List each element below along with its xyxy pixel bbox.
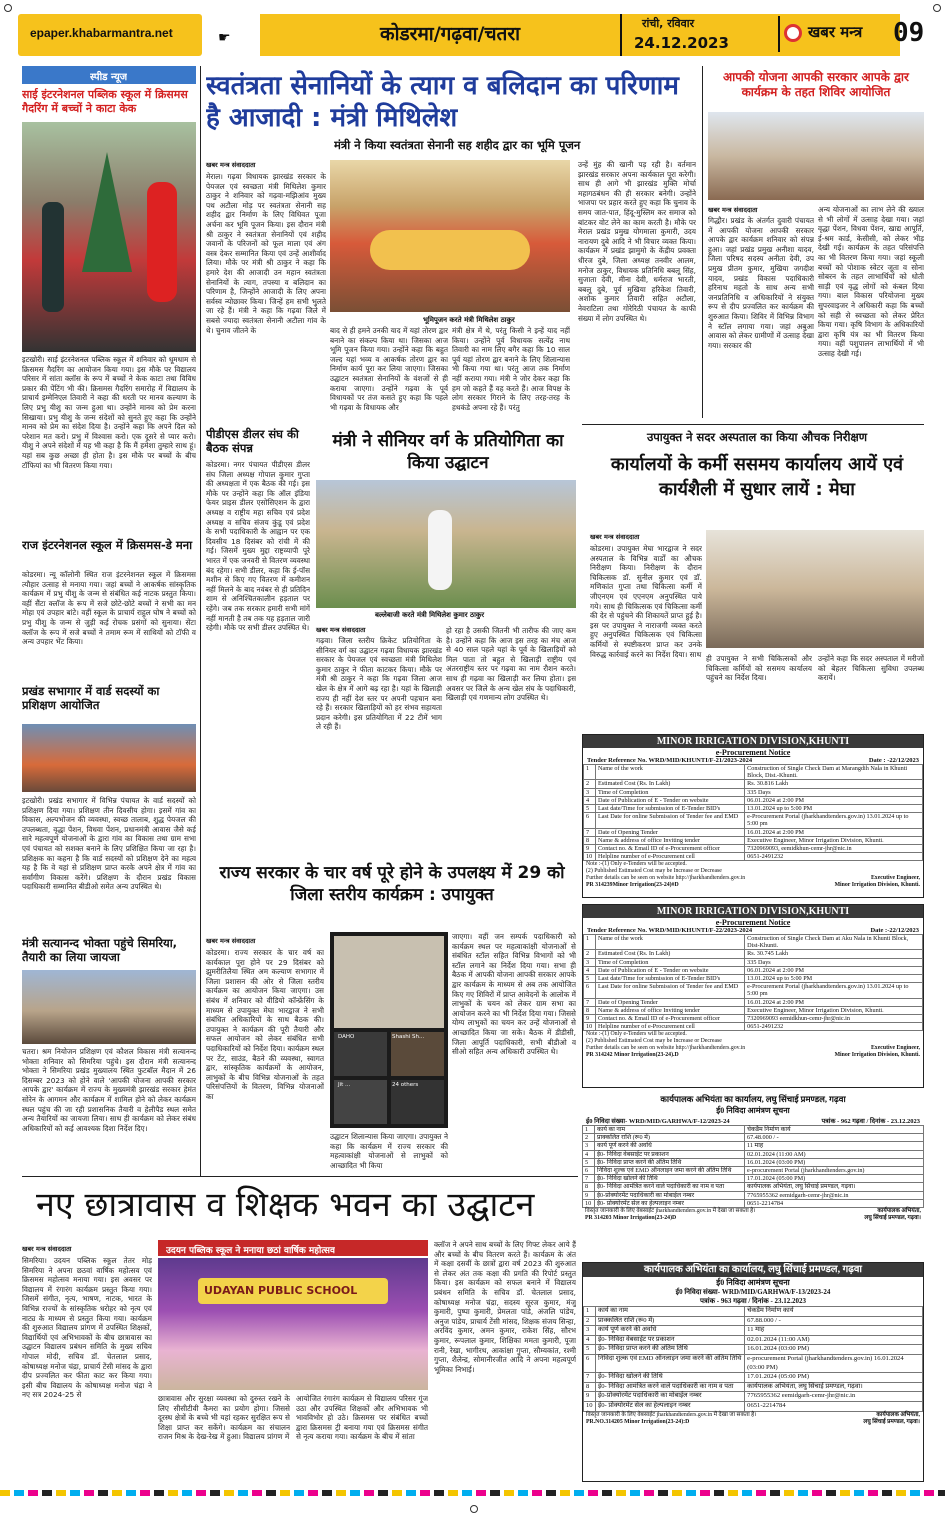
tender-row-label: Helpline number of e-Procurement cell xyxy=(596,853,745,861)
tender-row-no: 1 xyxy=(583,1126,595,1134)
tender-pr: PR 314203 Minor Irrigation(23-24)D xyxy=(585,1215,677,1222)
tender-note: विस्तृत जानकारी के लिए वेबसाईट jharkhandtenders.gov.in में देखा जा सकता है। xyxy=(586,1411,757,1418)
tender-row xyxy=(584,788,923,796)
photo-aspatal xyxy=(706,530,924,648)
registration-mark-icon xyxy=(470,1505,478,1513)
section-divider xyxy=(22,1176,578,1177)
tender-row-no: 8 xyxy=(584,1382,596,1392)
caption-cricket: बल्लेबाजी करते मंत्री मिथिलेश कुमार ठाकुर xyxy=(372,611,487,620)
tender-row-value: 7320969093 eemidkhun-cemr-jhr@nic.in xyxy=(745,1015,923,1023)
photo-ward-training xyxy=(22,724,196,792)
senior-body-mid: गढ़वा। जिला स्तरीय क्रिकेट प्रतियोगिता के सीनियर वर्ग का उद्घाटन गढ़वा विधायक झारखंड सरकार के पेयजल एवं स्वच्छता मंत्री मिथिलेश कुमार ठाकुर ने फीता काटकर किया। मौके पर मंत्री श्री ठाकुर ने कहा कि गढ़वा जिला आज खेल के क्षेत्र में आगे बढ़ रहा है। यहां के खिलाड़ी राज्य ही नहीं देश स्तर पर अपनी पहचान बना रहे हैं। सरकार खिलाड़ियों को हर संभव सहायता प्रदान करेगी। इस प्रतियोगिता में 22 टीमें भाग ले रही हैं। xyxy=(316,636,442,732)
tender-notice-type: ई0 निविदा आमंत्रण सूचना xyxy=(716,1106,790,1115)
tender-row-label: ई0- निविदा आमंत्रित करने वाले पदाधिकारी का नाम व पता xyxy=(596,1382,745,1392)
tender-row-no: 5 xyxy=(583,1158,595,1166)
tender-sign: Minor Irrigation Division, Khunti. xyxy=(834,1052,920,1059)
tender-row-label: Date of Opening Tender xyxy=(596,828,745,836)
tender-sign: लघु सिंचाई प्रमण्डल, गढ़वा। xyxy=(864,1215,921,1222)
tender-table xyxy=(583,764,923,861)
vc-tile-others: 24 others xyxy=(392,1082,419,1088)
story-body-minister-simaria: चतरा। श्रम नियोजन प्रशिक्षण एवं कौशल विकास मंत्री सत्यानन्द भोक्ता शनिवार को सिमरिया पहुंचे। इस दौरान मंत्री सत्यानन्द भोक्ता ने सिमरिया प्रखंड मुख्यालय स्थित फुटबॉल मैदान में 26 दिसम्बर 2023 को होने वाले 'आपकी योजना आपकी सरकार आपके द्वार' कार्यक्रम में राज्य के मुख्यमंत्री झारखंड सरकार हेमंत सोरेन के आगमन और कार्यक्रम में शामिल होने को लेकर कार्यक्रम स्थल पहुंच की जा रही प्रशासनिक तैयारी व हेलीपैड स्थल समेत अन्य तैयारियों का जायजा लिया। साथ ही कार्यक्रम को लेकर संबंध अधिकारियों को कई आवश्यक दिशा निर्देश दिए। xyxy=(22,1047,196,1133)
tender-sign: Minor Irrigation Division, Khunti. xyxy=(834,882,920,889)
tender-row-label: Last date/Time for submission of E-Tender BID's xyxy=(596,975,745,983)
story-title-minister-simaria: मंत्री सत्यानन्द भोक्ता पहुंचे सिमरिया, तैयारी का लिया जायजा xyxy=(22,936,178,964)
tender-ref: Tender Reference No. WRD/MID/KHUNTI/F-22/2023-2024 xyxy=(587,927,753,934)
shivir-headline: आपकी योजना आपकी सरकार आपके द्वार कार्यक्रम के तहत शिविर आयोजित xyxy=(723,70,909,99)
tender-row xyxy=(583,1158,924,1166)
tender-date: Date : -22/12/2023 xyxy=(868,757,919,764)
rajya-headline: राज्य सरकार के चार वर्ष पूरे होने के उपलक्ष्य में 29 को जिला स्तरीय कार्यक्रम : उपायुक्त xyxy=(219,863,565,905)
header-divider xyxy=(620,14,622,56)
tender-note: Further details can be seen on website http://jharkhandtenders.gov.in xyxy=(586,1045,746,1052)
aspatal-body2: ही उपायुक्त ने सभी चिकित्सकों और चिकित्सा कर्मियों को ससमय कार्यालय पहुंचने का निर्देश दिया। xyxy=(706,654,812,683)
tender-row-value: 335 Days xyxy=(745,788,923,796)
tender-row-no: 1 xyxy=(584,1307,596,1317)
tender-row-label: Date of Publication of E - Tender on website xyxy=(596,796,745,804)
tender-row-value: 335 Days xyxy=(745,958,923,966)
vc-tile-jit: Jit ... xyxy=(338,1082,351,1088)
tender-row-no: 8 xyxy=(584,836,596,844)
tender-row-value: Construction of Single Check Dam at Aku Nala in Khunti Block, Dist-Khunti. xyxy=(745,935,923,950)
tender-row-label: कार्य पूर्ण करने की अवधि xyxy=(596,1326,745,1336)
shivir-byline: खबर मन्त्र संवाददाता xyxy=(708,206,758,214)
caption-bhoomi-pujan: भूमिपूजन करते मंत्री मिथिलेश ठाकुर xyxy=(420,316,518,325)
tender-notice-garhwa-12 xyxy=(582,1094,924,1254)
tender-row-no: 4 xyxy=(583,1150,595,1158)
senior-body-right: हो रहा है उसकी जितनी भी तारीफ की जाए कम है। उन्होंने कहा कि आज इस तरह का मंच आज से 40 साल पहले यहां के पूर्व के खिलाड़ियों को मिल पाता तो बहुत से खिलाड़ी राष्ट्रीय एवं अंतरराष्ट्रीय स्तर पर गढ़वा का नाम रौशन करते। साथ ही गढ़वा का खिलाड़ी कर लिया होता। इस अवसर पर जिले के अन्य खेल संघ के पदाधिकारी, खिलाड़ी एवं गणमान्य लोग उपस्थित थे। xyxy=(446,626,576,703)
tender-row-no: 3 xyxy=(584,1326,596,1336)
tender-row-value: 7765955362 eemidgarh-cemr-jhr@nic.in xyxy=(745,1191,924,1199)
story-title-ward-training: प्रखंड सभागार में वार्ड सदस्यों का प्रशिक्षण आयोजित xyxy=(22,684,160,712)
edition-title: कोडरमा/गढ़वा/चतरा xyxy=(380,23,521,45)
tender-note: Further details can be seen on website http://jharkhandtenders.gov.in xyxy=(586,875,746,882)
tender-dept: MINOR IRRIGATION DIVISION,KHUNTI xyxy=(583,735,923,748)
tender-row-label: Name & address of office Inviting tender xyxy=(596,1006,745,1014)
tender-row-label: Date of Opening Tender xyxy=(596,998,745,1006)
tender-row xyxy=(583,1183,924,1191)
chhatravas-body-mid: छात्रावास और सुरक्षा व्यवस्था को दुरुस्त रखने के लिए सीसीटीवी कैमरा का प्रयोग होगा। जिससे दूरस्थ क्षेत्रों के बच्चे भी यहां रहकर सुरक्षित रूप से शिक्षा प्राप्त कर सकेंगे। कार्यक्रम का संचालन राजन मिश्र के देख-रेख में हुआ। विद्यालय प्रांगण में xyxy=(158,1394,290,1442)
tender-note: (2) Published Estimated Cost may be Increase or Decrease xyxy=(586,1038,722,1045)
tender-mid: पत्रांक - 963 गढ़वा / दिनांक - 23.12.2023 xyxy=(699,1297,807,1305)
tender-row-value: Rs. 30.816 Lakh xyxy=(745,780,923,788)
tender-notice-type: e-Procurement Notice xyxy=(715,918,791,927)
chhatravas-body-right: क्लॉज ने अपने साथ बच्चों के लिए गिफ्ट लेकर आये हैं और बच्चों के बीच वितरण करते हैं। कार्यक्रम के अंत में कक्षा दसवीं के छात्रों द्वारा वर्ष 2023 की शुरुआत से लेकर अंत तक कक्षा की प्रगति की रिपोर्ट प्रस्तुत किया। इस कार्यक्रम को सफल बनाने में विद्यालय प्रबंधन समिति के सचिव डॉ. चेतलाल प्रसाद, कोषाध्यक्ष मनोज चंद्रा, सदस्य सूरज कुमार, मंजु कुमारी, पुष्पा कुमारी, प्रेमलता पांडे, अंजलि पांडेय, अनुज पांडेय, प्राचार्य टेंसी मांसद, शिक्षक संजय सिन्हा, अरविंद कुमार, अमन कुमार, राकेश सिंह, सौरभ कुमार, रूपलाल कुमार, शिक्षिका ममता कुमारी, पूजा रानी, रेखा, भागीरथ, आकांक्षा गुप्ता, सौम्यकांत, रश्मी गुप्ता, शैलेन्द्र, सोमानीरजीत आदि ने अपना महत्वपूर्ण भूमिका निभाई। xyxy=(434,1240,576,1374)
tender-row-no: 1 xyxy=(584,935,596,950)
column-divider xyxy=(200,66,201,1176)
tender-row-value: 7765955362 eemidgarh-cemr-jhr@nic.in xyxy=(745,1392,923,1402)
tender-row xyxy=(584,853,923,861)
tender-row xyxy=(584,813,923,828)
tender-row-label: ई0- निविदा खोलने की तिथि xyxy=(595,1175,745,1183)
vc-tile-shashi: Shashi Sh... xyxy=(392,1034,425,1040)
tender-row-no: 4 xyxy=(584,796,596,804)
tender-row-label: Name of the work xyxy=(596,935,745,950)
tender-row xyxy=(584,1015,923,1023)
tender-row-value: 67.48.000 / - xyxy=(745,1134,924,1142)
tender-row-no: 6 xyxy=(583,1167,595,1175)
brand-name: खबर मन्त्र xyxy=(808,23,863,41)
tender-sign: कार्यपालक अभियंता, xyxy=(877,1208,921,1215)
story-title-sai-school: साई इंटरनेशनल पब्लिक स्कूल में क्रिसमस गैदरिंग में बच्चों ने काटा केक xyxy=(22,88,188,115)
tender-row-value: 0651-2491232 xyxy=(745,1023,923,1031)
tender-row-value: Executive Engineer, Minor Irrigation Division, Khunti. xyxy=(745,1006,923,1014)
tender-row-value: 0651-2491232 xyxy=(745,853,923,861)
banner-school-name: UDAYAN PUBLIC SCHOOL xyxy=(204,1284,358,1297)
tender-row-no: 6 xyxy=(584,1354,596,1372)
tender-ref: ई0 निविदा संख्या- WRD/MID/GARHWA/F-13/2023-24 xyxy=(675,1288,831,1296)
tender-row-label: Last date/Time for submission of E-Tender BID's xyxy=(596,805,745,813)
tender-row xyxy=(584,1326,923,1336)
tender-row-no: 3 xyxy=(583,1142,595,1150)
tender-row xyxy=(584,983,923,998)
tender-sign: लघु सिंचाई प्रमण्डल, गढ़वा। xyxy=(863,1418,920,1425)
tender-row-value: Rs. 30.745 Lakh xyxy=(745,950,923,958)
tender-row-label: Name of the work xyxy=(596,765,745,780)
tender-row-value: 17.01.2024 (05:00 PM) xyxy=(745,1175,924,1183)
tender-notice-khunti-22 xyxy=(582,904,924,1088)
tender-notice-type: ई0 निविदा आमंत्रण सूचना xyxy=(716,1278,790,1287)
vc-tile-daho: DAHO xyxy=(338,1034,355,1040)
tender-row-label: ई0- निविदा खोलने की तिथि xyxy=(596,1373,745,1383)
tender-row xyxy=(584,780,923,788)
tender-ref: Tender Reference No. WRD/MID/KHUNTI/F-21/2023-2024 xyxy=(587,757,753,764)
tender-row-no: 3 xyxy=(584,958,596,966)
issue-date: 24.12.2023 xyxy=(634,34,729,52)
tender-row-value: 02.01.2024 (11:00 AM) xyxy=(745,1150,924,1158)
tender-row-value: 7320969093, eemidkhun-cemr-jhr@nic.in xyxy=(745,845,923,853)
tender-ref: ई0 निविदा संख्या- WRD/MID/GARHWA/F-12/2023-24 xyxy=(586,1118,730,1125)
brand-logo-icon xyxy=(784,24,802,42)
story-body-sai-school: इटखोरी। साई इंटरनेशनल पब्लिक स्कूल में शनिवार को धूमधाम से क्रिसमस गैदरिंग का आयोजन किया गया। इस मौके पर विद्यालय परिसर में सांता क्लॉस के रूप में बच्चों ने केक काटा तथा विविध प्रकार की पेंटिंग भी की। क्रिसमस गैदरिंग समारोह में विद्यालय के प्राचार्य इम्मेनिएल तिवारी ने कहा की धरती पर मानव कल्याण के लिए प्रभु यीशु का जन्म हुआ था। उन्होंने मानव को प्रेम करना सिखाया। प्रभु यीशु के जन्म संदेशों को सुनते हुए कहा कि उन्होंने मानव को प्रेम का संदेश दिया है। उन्होंने कहा कि अपने दिल को परेशान मत करो। प्रभु में विश्वास करो। एक दूसरे से प्यार करो। यीशु ने अपने संदेशों में यह भी कहा है कि मैं हमेशा तुम्हारे साथ हूं। यहां सब कुछ अच्छा ही होता है। इस मौके पर बच्चों के बीच टॉफियां का भी वितरण किया गया। xyxy=(22,355,196,470)
tender-row-no: 8 xyxy=(583,1183,595,1191)
tender-row-value: 17.01.2024 (05:00 PM) xyxy=(745,1373,923,1383)
aspatal-byline: खबर मन्त्र संवाददाता xyxy=(590,533,640,541)
tender-row xyxy=(584,1373,923,1383)
tender-row-value: 06.01.2024 at 2:00 PM xyxy=(745,796,923,804)
tender-row-value: 0651-2214784 xyxy=(745,1401,923,1411)
story-body-ward-training: इटखोरी। प्रखंड सभागार में विभिन्न पंचायत के वार्ड सदस्यों को प्रशिक्षण दिया गया। प्रशिक्षण तीन दिवसीय होगा। इसमें गांव का विकास, अल्पभोजन की व्यवस्था, स्वच्छ तालाब, शुद्ध पेयजल की उपलब्धता, वृद्धा पेंशन, विधवा पेंशन, प्रधानमंत्री आवास जैसे कई सारे महत्वपूर्ण योजनाओं के द्वारा गांव का विकास तथा ग्राम सभा एवं पंचायत को सशक्त बनाने के लिए प्रशिक्षित किया जा रहा है। प्रशिक्षक का कहना है कि वार्ड सदस्यों को प्रशिक्षण देने का महत्व यह है कि वे यहां से प्रशिक्षण प्राप्त करके अपने क्षेत्र में गांव का सर्वांगीण विकास करेंगे। प्रशिक्षण के दौरान प्रखंड विकास पदाधिकारी सम्मानित बीडीओ समेत अन्य उपस्थित थे। xyxy=(22,796,196,892)
tender-row-label: Last Date for online Submission of Tender fee and EMD xyxy=(596,983,745,998)
udayan-photo-title: उदयन पब्लिक स्कूल ने मनाया छठां वार्षिक महोत्सव xyxy=(166,1246,336,1256)
tender-row xyxy=(583,1126,924,1134)
rajya-body-left: कोडरमा। राज्य सरकार के चार वर्ष का कार्यकाल पूरा होने पर 29 दिसंबर को झुमरीतिलैया स्थित अम कल्याण सभागार में जिला प्रशासन की ओर से जिला स्तरीय कार्यक्रम का आयोजन किया जाएगा। उस संबंध में शनिवार को वीडियो कॉन्फ्रेंसिंग के माध्यम से उपायुक्त मेघा भारद्वाज ने सभी संबंधित अधिकारियों के साथ बैठक की। उपायुक्त ने कार्यक्रम की पूरी तैयारी और सफल आयोजन को लेकर संबंधित सभी पदाधिकारियों को निर्देश दिया। कार्यक्रम स्थल पर टेंट, साउंड, बैठने की व्यवस्था, स्वागत द्वार, सांस्कृतिक कार्यक्रमों के आयोजन, लाभुकों के बीच विभिन्न योजनाओं के तहत परिसंपत्तियों के वितरण, विभिन्न योजनाओं का xyxy=(206,948,324,1101)
tender-pr: PR 314242 Minor Irrigation(23-24).D xyxy=(586,1052,679,1059)
tender-row-value: e-procurement Portal (jharkhandtenders.gov.in) xyxy=(745,1167,924,1175)
shivir-body: गिद्धौर। प्रखंड के अंतर्गत दुवारी पंचायत में आपकी योजना आपकी सरकार आपके द्वार कार्यक्रम शनिवार को संपन्न हुआ। जहां प्रखंड प्रमुख अनीशा यादव, जिला परिषद सदस्य अनीता देवी, उप प्रमुख प्रीतम कुमार, मुखिया जगदीश यादव, प्रखंड विकास पदाधिकारी हरिनाथ महतो के साथ अन्य सभी जनप्रतिनिधि व अधिकारियों ने संयुक्त रूप से दीप प्रज्वलित कर कार्यक्रम की शुरुआत किया। शिविर में विभिन्न विभाग ने स्टॉल लगाया गया। जहां अबुआ आवास को लेकर ग्रामीणों में उत्साह देखा गया। सरकार की xyxy=(708,216,814,350)
tender-row xyxy=(584,796,923,804)
tender-row xyxy=(583,1150,924,1158)
tender-row-no: 7 xyxy=(583,1175,595,1183)
pds-box-title: पीडीएस डीलर संघ की बैठक संपन्न xyxy=(206,427,299,455)
tender-pr: PR.NO.314205 Minor Irrigation(23-24):D xyxy=(586,1418,690,1425)
senior-byline: खबर मन्त्र संवाददाता xyxy=(316,626,366,634)
tender-row-value: 16.01.2024 (03:00 PM) xyxy=(745,1158,924,1166)
tender-row-value: 13.01.2024 up to 5:00 PM xyxy=(745,975,923,983)
tender-row-no: 10 xyxy=(584,1401,596,1411)
tender-row-value: चेकडैम निर्माण कार्य xyxy=(745,1307,923,1317)
main-body-mid: बाद से ही हमने उनकी याद में यहां तोरण द्वार बनाने का संकल्प किया था। जिसका आज भूमि पूजन किया गया। उन्होंने कहा कि बहुत जल्द यहां भव्य व आकर्षक तोरण द्वार का निर्माण कार्य पूरा कर लिया जाएगा। जिसका उद्घाटन स्वतंत्रता सेनानियों के वंशजों से ही कराया जाएगा। उन्होंने गढ़वा के पूर्व विधायकों पर तंज कसते हुए कहा कि पहले भी गढ़वा के विधायक और xyxy=(330,326,448,412)
tender-row xyxy=(584,828,923,836)
tender-row-no: 2 xyxy=(584,780,596,788)
tender-row-label: Helpline number of e-Procurement cell xyxy=(596,1023,745,1031)
photo-minister-simaria xyxy=(22,970,196,1044)
tender-row-no: 2 xyxy=(583,1134,595,1142)
main-headline: स्वतंत्रता सेनानियों के त्याग व बलिदान का परिणाम है आजादी : मंत्री मिथिलेश xyxy=(206,71,679,133)
main-subhead: मंत्री ने किया स्वतंत्रता सेनानी सह शहीद द्वार का भूमि पूजन xyxy=(334,138,581,152)
tender-row xyxy=(584,845,923,853)
tender-notice-khunti-21 xyxy=(582,734,924,898)
tender-row-label: Time of Completion xyxy=(596,958,745,966)
tender-row-value: 16.01.2024 at 2:00 PM xyxy=(745,998,923,1006)
tender-row xyxy=(584,1382,923,1392)
tender-sign: कार्यपालक अभियंता, xyxy=(876,1411,920,1418)
photo-cricket-inauguration xyxy=(316,480,576,608)
tender-notice-type: e-Procurement Notice xyxy=(715,748,791,757)
tender-row-no: 7 xyxy=(584,828,596,836)
section-divider xyxy=(582,424,924,425)
tender-row xyxy=(584,1354,923,1372)
tender-row-no: 1 xyxy=(584,765,596,780)
story-body-raj-school: कोडरमा। न्यू कॉलोनी स्थित राज इंटरनेशनल स्कूल में क्रिसमस त्यौहार उत्साह से मनाया गया। जहां बच्चों ने आकर्षक सांस्कृतिक कार्यक्रम में प्रभु यीशु के जन्म से संबंधित कई नाटक प्रस्तुत किया। वहीं सैंटा क्लॉज के रूप में सजे छोटे-छोटे बच्चों ने सभी का मन मोहा एवं उपहार बांटे। वहीं स्कूल के प्राचार्य राहुल घोष ने बच्चों को प्रभु यीशु के जन्म से जुड़ी कई रोचक प्रसंगों को सुनाया। सेंटा क्लॉज के रूप में सजे बच्चों ने तमाम रूम में साथियों को टॉफी व अन्य उपहार भेंट किया। xyxy=(22,570,196,647)
tender-row xyxy=(584,975,923,983)
tender-row-value: 16.01.2024 at 2:00 PM xyxy=(745,828,923,836)
tender-row-no: 9 xyxy=(584,1392,596,1402)
tender-row xyxy=(584,1307,923,1317)
tender-row-label: ई0- निविदा वेबसाईट पर प्रकाशन xyxy=(596,1335,745,1345)
photo-christmas-gathering xyxy=(22,122,196,352)
tender-row xyxy=(584,966,923,974)
tender-row-value: कार्यपालक अभियंता, लघु सिंचाई प्रमण्डल, गढ़वा। xyxy=(745,1382,923,1392)
photo-udayan-festival xyxy=(158,1258,428,1390)
tender-row-no: 10 xyxy=(584,1023,596,1031)
tender-note: (2) Published Estimated Cost may be Increase or Decrease xyxy=(586,868,722,875)
tender-row-value: 02.01.2024 (11:00 AM) xyxy=(745,1335,923,1345)
tender-row-label: ई0- निविदा वेबसाईट पर प्रकाशन xyxy=(595,1150,745,1158)
tender-row-value: Construction of Single Check Dam at Marangdih Nala in Khunti Block, Dist.-Khunti. xyxy=(745,765,923,780)
tender-row-label: Contact no. & Email ID of e-Procurement officer xyxy=(596,845,745,853)
main-body-left: मेराल। गढ़वा विधायक झारखंड सरकार के पेयजल एवं स्वच्छता मंत्री मिथिलेश कुमार ठाकुर ने शनिवार को गढ़वा-मझिआंव मुख्य पथ अटौला मोड़ पर स्वतंत्रता सेनानी सह शहीद द्वार निर्माण के लिए विधिवत पूजा अर्चना कर भूमि पूजन किया। इस दौरान मंत्री श्री ठाकुर ने स्वतंत्रता सेनानियों एवं शहीद जवानों के परिजनों को फूल माला एवं अंग वस्त्र देकर सम्मानित किया एवं उन्हें आशीर्वाद लिया। मौके पर मंत्री श्री ठाकुर ने कहा कि हमारे देश की आजादी उन महान स्वतंत्रता सेनानियों के त्याग, तपस्या व बलिदान का परिणाम है, जिन्होंने आजादी के लिए अपना सर्वस्व न्योछावर किया। जिन्हें हम सभी भुलते जा रहे हैं। मंत्री ने कहा कि गढ़वा जिले में सबसे ज्यादा स्वतंत्रता सेनानी अटौला गांव के थे। चुनाव जीतने के xyxy=(206,172,326,335)
tender-row xyxy=(583,1167,924,1175)
tender-row-label: ई0- निविदा आमंत्रित करने वाले पदाधिकारी का नाम व पता xyxy=(595,1183,745,1191)
tender-row-value: 11 माह xyxy=(745,1142,924,1150)
tender-row-value: 67.88.000 / - xyxy=(745,1316,923,1326)
tender-row-no: 9 xyxy=(583,1191,595,1199)
main-body-right: उन्हें मुंह की खानी पड़ रही है। वर्तमान झारखंड सरकार अपना कार्यकाल पूरा करेगी। साथ ही आगे भी झारखंड मुक्ति मोर्चा महागठबंधन की ही सरकार बनेगी। उन्होंने भाजपा पर प्रहार करते हुए कहा कि चुनाव के समय जात-पात, हिंदू-मुस्लिम कर समाज को बांटकर वोट लेने का काम करती है। मौके पर मेराल प्रखंड प्रमुख योगमाला कुमारी, उदय नारायण दुबे आदि ने भी विचार व्यक्त किया। कार्यक्रम में प्रखंड झामुमो के केंद्रीय प्रवक्ता धीरज दुबे, जिला अध्यक्ष तनवीर आलम, मनोज ठाकुर, विधायक प्रतिनिधि बबलू सिंह, सुजाता देवी, मीना देवी, धर्मराज भारती, बबलू दुबे, पूर्व मुखिया हरिकेश तिवारी, अशोक कुमार तिवारी सहित अटौला, नेवराटिला तथा गोरेरिठी पंचायत के काफी संख्या में लोग उपस्थित थे। xyxy=(578,160,696,323)
tender-row-no: 8 xyxy=(584,1006,596,1014)
tender-row-no: 5 xyxy=(584,805,596,813)
tender-row-label: Name & address of office Inviting tender xyxy=(596,836,745,844)
tender-row-label: प्राक्कलित राशि (रू0 में) xyxy=(595,1134,745,1142)
tender-row xyxy=(584,1345,923,1355)
tender-row xyxy=(584,950,923,958)
main-byline: खबर मन्त्र संवाददाता xyxy=(206,161,256,169)
tender-row-label: Estimated Cost (Rs. In Lakh) xyxy=(596,780,745,788)
tender-row-no: 9 xyxy=(584,845,596,853)
tender-row-label: निविदा शुल्क एवं EMD ऑनलाइन जमा करने की अंतिम तिथि xyxy=(595,1167,745,1175)
tender-row-no: 10 xyxy=(584,853,596,861)
tender-row-value: e-procurement Portal (jharkhandtenders.gov.in) 16.01.2024 (03:00 PM) xyxy=(745,1354,923,1372)
tender-row xyxy=(583,1191,924,1199)
tender-table xyxy=(583,1306,923,1412)
aspatal-headline: कार्यालयों के कर्मी ससमय कार्यालय आयें एवं कार्यशैली में सुधार लायें : मेघा xyxy=(610,454,904,500)
tender-row-label: कार्य का नाम xyxy=(595,1126,745,1134)
chhatravas-headline: नए छात्रावास व शिक्षक भवन का उद्घाटन xyxy=(36,1185,535,1225)
tender-row xyxy=(584,1316,923,1326)
photo-bhoomi-pujan xyxy=(330,160,570,312)
tender-row xyxy=(584,1335,923,1345)
tender-row-label: Contact no. & Email ID of e-Procurement officer xyxy=(596,1015,745,1023)
tender-sign: Executive Engineer, xyxy=(870,875,920,882)
tender-row xyxy=(583,1142,924,1150)
main-body-mid2: मंत्री क्षेत्र में थे, परंतु किसी ने इन्हें याद नहीं किया। उन्होंने पूर्व विधायक सत्येंद्र नाथ तिवारी का नाम लिए बगैर कहा कि 10 साल पूर्व यहां तोरण द्वार बनाने के लिए शिलान्यास भी किया गया था। परंतु आज तक निर्माण नहीं कराया गया। मंत्री ने जोर देकर कहा कि हम जो कहते हैं वह करते हैं। आज विपक्ष के लोग सरकार गिराने के लिए तरह-तरह के हथकंडे अपना रहे हैं। परंतु xyxy=(452,326,570,412)
photo-shivir xyxy=(708,112,924,200)
tender-row-label: ई0- प्रोक्योरमेंट सेल का हेल्पलाइन नम्बर xyxy=(595,1199,745,1207)
tender-row-label: ई0-प्रोक्योरमेंट पदाधिकारी का मोबाईल नम्बर xyxy=(596,1392,745,1402)
tender-note: विस्तृत जानकारी के लिए वेबसाईट jharkhandtenders.gov.in में देखा जा सकता है। xyxy=(585,1208,756,1215)
tender-row xyxy=(584,1401,923,1411)
tender-row-label: Last Date for online Submission of Tender fee and EMD xyxy=(596,813,745,828)
registration-mark-icon xyxy=(4,4,12,12)
tender-dept: MINOR IRRIGATION DIVISION,KHUNTI xyxy=(583,905,923,918)
aspatal-kicker: उपायुक्त ने सदर अस्पताल का किया औचक निरीक्षण xyxy=(646,430,868,444)
tender-dept: कार्यपालक अभियंता का कार्यालय, लघु सिंचाई प्रमण्डल, गढ़वा xyxy=(660,1094,846,1104)
tender-row xyxy=(583,1199,924,1207)
tender-row-label: निविदा शुल्क एवं EMD ऑनलाइन जमा करने की अंतिम तिथि xyxy=(596,1354,745,1372)
tender-row-value: चेकडैम निर्माण कार्य xyxy=(745,1126,924,1134)
tender-row xyxy=(584,935,923,950)
tender-row-no: 5 xyxy=(584,975,596,983)
tender-row-value: कार्यपालक अभियंता, लघु सिंचाई प्रमण्डल, गढ़वा। xyxy=(745,1183,924,1191)
tender-row-value: Executive Engineer, Minor Irrigation Division, Khunti. xyxy=(745,836,923,844)
tender-row-value: e-Procurement Portal (jharkhandtenders.gov.in) 13.01.2024 up to 5:00 pm xyxy=(745,983,923,998)
tender-mid: पत्रांक - 962 गढ़वा / दिनांक - 23.12.2023 xyxy=(821,1118,920,1125)
tender-row-label: ई0- प्रोक्योरमेंट सेल का हेल्पलाइन नम्बर xyxy=(596,1401,745,1411)
tender-row-no: 6 xyxy=(584,983,596,998)
tender-row-no: 7 xyxy=(584,998,596,1006)
tender-table xyxy=(583,934,923,1031)
tender-row xyxy=(583,1134,924,1142)
tender-row-no: 7 xyxy=(584,1373,596,1383)
tender-sign: Executive Engineer, xyxy=(870,1045,920,1052)
rajya-byline: खबर मन्त्र संवाददाता xyxy=(206,937,256,945)
tender-row-value: 13.01.2024 up to 5:00 PM xyxy=(745,805,923,813)
tender-row-no: 2 xyxy=(584,950,596,958)
tender-row-no: 9 xyxy=(584,1015,596,1023)
aspatal-body3: उन्होंने कहा कि सदर अस्पताल में मरीजों को बेहतर चिकित्सा सुविधा उपलब्ध करायें। xyxy=(818,654,924,683)
colour-registration-strip xyxy=(0,1490,945,1496)
tender-row-no: 4 xyxy=(584,966,596,974)
tender-row-value: 0651-2214784 xyxy=(745,1199,924,1207)
tender-row-value: 16.01.2024 (03:00 PM) xyxy=(745,1345,923,1355)
tender-notice-garhwa-13 xyxy=(582,1262,924,1482)
tender-row-label: Estimated Cost (Rs. In Lakh) xyxy=(596,950,745,958)
tender-row-label: प्राक्कलित राशि (रू0 में) xyxy=(596,1316,745,1326)
tender-table xyxy=(582,1125,924,1208)
tender-note: Note :-(1) Only e-Tenders will be accepted. xyxy=(586,1031,687,1038)
tender-row-label: कार्य का नाम xyxy=(596,1307,745,1317)
tender-row-value: 11 माह xyxy=(745,1326,923,1336)
tender-row xyxy=(584,998,923,1006)
tender-row-no: 10 xyxy=(583,1199,595,1207)
tender-row-value: e-Procurement Portal (jharkhandtenders.gov.in) 13.01.2024 up to 5:00 pm xyxy=(745,813,923,828)
story-title-raj-school: राज इंटरनेशनल स्कूल में क्रिसमस-डे मना xyxy=(22,538,193,552)
pds-body: कोडरमा। नगर पंचायत पीडीएस डीलर संघ जिला अध्यक्ष गोपाल कुमार गुप्ता की अध्यक्षता में एक बैठक की गई। इस मौके पर उन्होंने कहा कि ऑल इंडिया फेयर प्राइस डीलर एसोसिएशन के द्वारा अध्यक्ष व राष्ट्रीय महा सचिव एवं प्रदेश अध्यक्ष व सचिव संजय कुंडू एवं प्रदेश के सभी पदाधिकारी के आह्वान पर एक दिवसीय 18 दिसंबर को रांची में की गई। जिसमें मुख्य मुद्दा राष्ट्रव्यापी पूरे भारत में एक जनवरी से वितरण व्यवस्था बंद रहेगा। सभी डीलर, कहा कि ई-पॉस मशीन से किए गए वितरण में कमीशन नहीं मिलने के बाद नवंबर से ही प्रतिदिन शाम से अनिश्चितकालीन हड़ताल पर रहेंगे। जब तक सरकार हमारी सभी मांगें नहीं मानती है तब तक यह हड़ताल जारी रहेगी। मौके पर सभी डीलर उपस्थित थे। xyxy=(206,460,310,633)
chhatravas-body-mid2: आयोजित रंगारंग कार्यक्रम से विद्यालय परिसर गूंज उठा और उपस्थित शिक्षकों और अभिभावक भी भावविभोर हो उठे। क्रिसमस पर संबंधित बच्चों द्वारा क्रिसमस ट्री बनाया गया एवं क्रिसमस संगीत से नृत्य कराया गया। कार्यक्रम के बीच में सांता xyxy=(296,1394,428,1442)
tender-date: Date :-22/12/2023 xyxy=(870,927,919,934)
chhatravas-byline: खबर मन्त्र संवाददाता xyxy=(22,1245,72,1253)
tender-pr: PR 314239Minor Irrigation(23-24)#D xyxy=(586,882,679,889)
chhatravas-body: सिमरिया। उदयन पब्लिक स्कूल तेतर मोड़ सिमरिया ने अपना छठवां वार्षिक महोत्सव एवं क्रिसमस महोत्सव मनाया गया। इस अवसर पर विद्यालय में रंगारंग कार्यक्रम प्रस्तुत किया गया। जिसमें संगीत, नृत्य, भाषण, नाटक, भारत के विभिन्न राज्यों के सांस्कृतिक धरोहर को नृत्य एवं नाट्य के माध्यम से प्रस्तुत किया गया। कार्यक्रम की शुरुआत विद्यालय प्रांगण में उपस्थित शिक्षकों, विद्यार्थियों एवं अभिभावकों के बीच छात्रावास का उद्घाटन विद्यालय प्रबंधन समिति के मुख्य सचिव गोपाल मोदी, सचिव डॉ. चेतलाल प्रसाद, कोषाध्यक्ष मनोज चंद्रा, प्राचार्य टेंसी मांसद के द्वारा दीप प्रज्वलित कर फीता काट कर किया गया। इसी बीच विद्यालय के कोषाध्यक्ष मनोज चंद्रा ने नए सत्र 2024-25 से xyxy=(22,1256,152,1400)
site-url[interactable]: epaper.khabarmantra.net xyxy=(30,26,173,40)
registration-mark-icon xyxy=(933,4,941,12)
tender-row xyxy=(584,836,923,844)
tender-dept: कार्यपालक अभियंता का कार्यालय, लघु सिंचाई प्रमण्डल, गढ़वा xyxy=(583,1263,923,1277)
tender-row xyxy=(584,1392,923,1402)
tender-row-label: Time of Completion xyxy=(596,788,745,796)
speed-news-badge: स्पीड न्यूज xyxy=(90,72,128,83)
tender-row-no: 4 xyxy=(584,1335,596,1345)
senior-headline: मंत्री ने सीनियर वर्ग के प्रतियोगिता का किया उद्घाटन xyxy=(332,431,564,473)
tender-row-no: 6 xyxy=(584,813,596,828)
column-divider xyxy=(702,66,703,418)
tender-row-label: ई0- निविदा प्राप्त करने की अंतिम तिथि xyxy=(596,1345,745,1355)
tender-row xyxy=(583,1175,924,1183)
rajya-body-right: जाएगा। वहीं जन सम्पर्क पदाधिकारी को कार्यक्रम स्थल पर महत्वाकांक्षी योजनाओं से संबंधित स्टॉल सहित विभिन्न विभागों को भी स्टॉल लगाने का निर्देश दिया गया। सभा ही बैठक में आपकी योजना आपकी सरकार आपके द्वार कार्यक्रम के माध्यम से अब तक आयोजित किए गए शिविरों में प्राप्त आवेदनों के आलोक में लाभुकों के चयन को लेकर ग्राम सभा का आयोजन करने का भी निर्देश दिया गया। जिससे योग्य लाभुकों का चयन कर उन्हें योजनाओं से आच्छादित किया जा सके। बैठक में डीडीसी, जिला आपूर्ति पदाधिकारी, सभी बीडीओ व सीओ सहित अन्य अधिकारी उपस्थित थे। xyxy=(452,932,576,1057)
tender-row-label: ई0-प्रोक्योरमेंट पदाधिकारी का मोबाईल नम्बर xyxy=(595,1191,745,1199)
tender-row xyxy=(584,958,923,966)
tender-row xyxy=(584,765,923,780)
tender-row-label: ई0- निविदा प्राप्त करने की अंतिम तिथि xyxy=(595,1158,745,1166)
tender-row xyxy=(584,805,923,813)
tender-row xyxy=(584,1006,923,1014)
tender-note: Note :-(1) Only e-Tenders will be accepted. xyxy=(586,861,687,868)
rajya-body-mid: उद्घाटन शिलान्यास किया जाएगा। उपायुक्त ने कहा कि कार्यक्रम में राज्य सरकार की महत्वाकांक्षी योजनाओं से लाभुकों को आच्छादित भी किया xyxy=(330,1132,448,1170)
page-number: 09 xyxy=(893,18,925,48)
tender-row-label: Date of Publication of E - Tender on website xyxy=(596,966,745,974)
tender-row-no: 2 xyxy=(584,1316,596,1326)
pointer-icon: ☛ xyxy=(218,30,231,46)
tender-row-no: 3 xyxy=(584,788,596,796)
tender-row-no: 5 xyxy=(584,1345,596,1355)
shivir-body2: अन्य योजनाओं का लाभ लेने की ख्याल से भी लोगों में उत्साह देखा गया। जहां वृद्धा पेंशन, विधवा पेंशन, खाद्य आपूर्ति, ई-श्रम कार्ड, केसीसी, को लेकर भीड़ देखी गई। कार्यक्रम के तहत परिसंपत्ति का भी वितरण किया गया। जहां स्कूली बच्चों को पोशाक स्वेटर जूता व सोना सोबरन के तहत लाभार्थियों को धोती साड़ी एवं वृद्ध लोगों को कंबल दिया गया। बाल विकास परियोजना मुख्य सुपरवाइजर ने अधिकारी कहा कि बच्चों को सही से स्वच्छता को लेकर प्रेरित किया गया। कृषि विभाग के अधिकारियों द्वारा कृषि यंत्र का भी वितरण किया गया। वहीं पशुपालन लाभार्थियों में भी उत्साह देखी गई। xyxy=(818,205,924,358)
place-day: रांची, रविवार xyxy=(642,17,695,30)
tender-row-value: 06.01.2024 at 2:00 PM xyxy=(745,966,923,974)
tender-row-label: कार्य पूर्ण करने की अवधि xyxy=(595,1142,745,1150)
tender-row xyxy=(584,1023,923,1031)
photo-video-conference xyxy=(330,932,448,1128)
aspatal-body: कोडरमा। उपायुक्त मेघा भारद्वाज ने सदर अस्पताल के विभिन्न वार्डों का औचक निरीक्षण किया। निरीक्षण के दौरान चिकित्सक डॉ. सुनील कुमार एवं डॉ. मणिकांत गुप्ता तथा चिकित्सा कर्मी में जीएनएम एवं एएनएम अनुपस्थित पाये गये। साथ ही चिकित्सक एवं चिकित्सा कर्मी की देर से पहुंचने की शिकायतें प्राप्त हुई है। इस पर उपायुक्त ने नाराजगी व्यक्त करते हुए अनुपस्थित चिकित्सक एवं चिकित्सा कर्मियों से स्पष्टीकरण प्राप्त कर उनके विरुद्ध कार्रवाई करने का निर्देश दिया। साथ xyxy=(590,544,702,659)
